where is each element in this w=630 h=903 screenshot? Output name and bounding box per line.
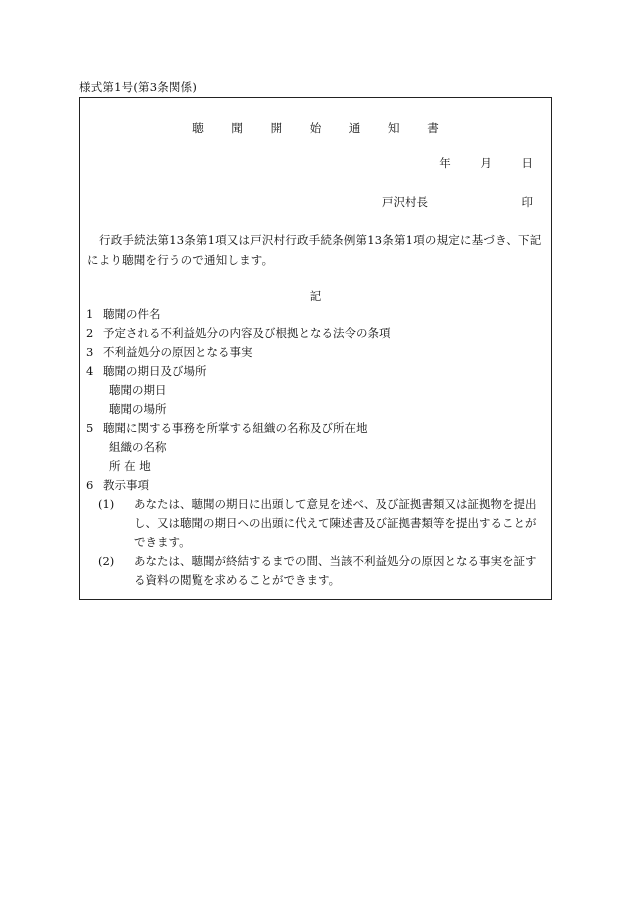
notice-text: あなたは、聴聞が終結するまでの間、当該不利益処分の原因となる事実を証する資料の閲覧を求めることができます。 [134,554,537,587]
item-number: 5 [86,421,94,435]
document-title: 聴 聞 開 始 通 知 書 [192,121,451,135]
sender-name: 戸沢村長 [382,195,428,209]
item-number: 2 [86,326,94,340]
date-line [417,155,533,171]
sub-item: 組織の名称 [109,440,167,454]
list-item [86,362,545,381]
date-year: 年 [439,156,451,170]
ki-heading: 記 [309,289,322,303]
list-item [86,476,545,495]
notice-text: あなたは、聴聞の期日に出頭して意見を述べ、及び証拠書類又は証拠物を提出し、又は聴聞の期日への出頭に代えて陳述書及び証拠書類等を提出することができます。 [134,497,537,549]
form-number-label: 様式第1号(第3条関係) [79,80,198,94]
item-text: 聴聞の件名 [103,307,161,321]
item-list [86,305,545,590]
date-month: 月 [480,156,492,170]
list-item [86,419,545,438]
item-text: 不利益処分の原因となる事実 [103,345,253,359]
notice-item [98,552,545,590]
item-text: 教示事項 [103,478,149,492]
list-item [86,324,545,343]
sub-item: 聴聞の場所 [109,402,167,416]
sub-item: 所 在 地 [109,459,151,473]
date-day: 日 [521,156,533,170]
notice-label: (2) [98,554,115,568]
item-text: 聴聞に関する事務を所掌する組織の名称及び所在地 [103,421,368,435]
list-item [86,305,545,324]
list-item [86,343,545,362]
item-number: 6 [86,478,94,492]
notice-item [98,495,545,552]
body-paragraph: 行政手続法第13条第1項又は戸沢村行政手続条例第13条第1項の規定に基づき、下記により聴聞を行うので通知します。 [87,233,542,267]
item-number: 4 [86,364,94,378]
item-text: 聴聞の期日及び場所 [103,364,207,378]
sub-item: 聴聞の期日 [109,383,167,397]
item-number: 1 [86,307,94,321]
item-number: 3 [86,345,94,359]
item-text: 予定される不利益処分の内容及び根拠となる法令の条項 [103,326,391,340]
seal-mark: 印 [521,195,533,209]
document-frame [79,97,552,600]
notice-label: (1) [98,497,115,511]
